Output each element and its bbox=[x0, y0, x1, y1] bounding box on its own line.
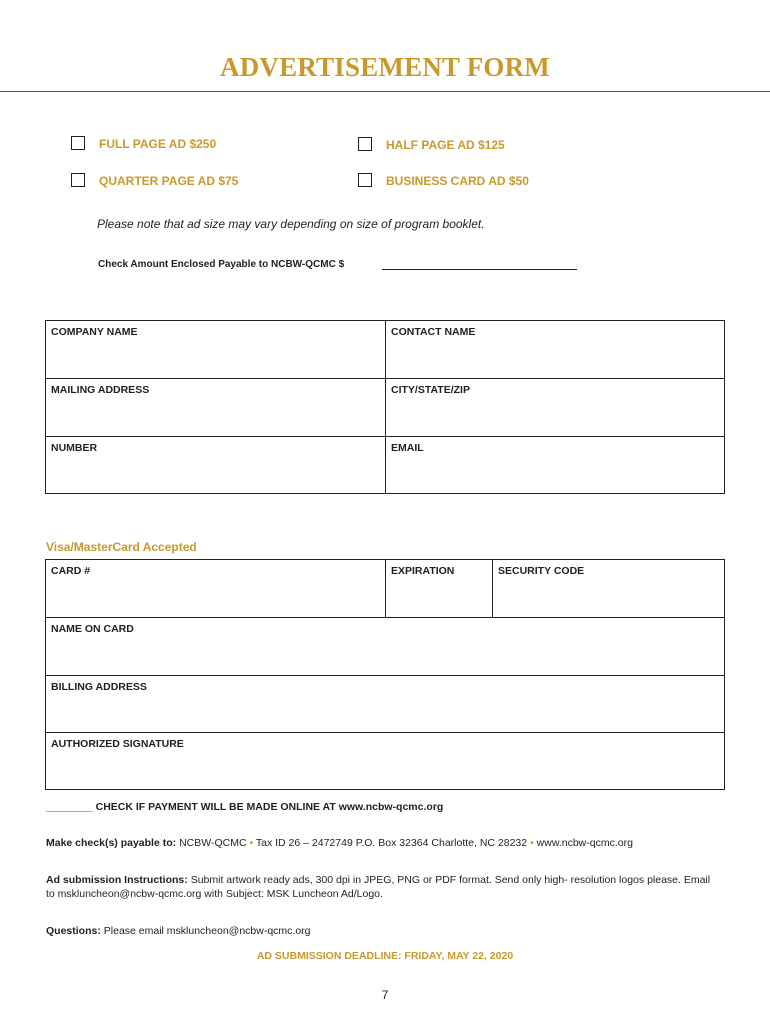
checks-payable-label: Make check(s) payable to: bbox=[46, 837, 177, 849]
submission-deadline: AD SUBMISSION DEADLINE: FRIDAY, MAY 22, 2020 bbox=[256, 950, 514, 962]
tax-id-address: Tax ID 26 – 2472749 P.O. Box 32364 Charlotte, NC 28232 bbox=[255, 837, 528, 849]
security-code-field[interactable] bbox=[492, 559, 725, 618]
billing-address-field[interactable] bbox=[45, 675, 725, 733]
quarter-page-label: QUARTER PAGE AD $75 bbox=[99, 174, 239, 188]
expiration-field[interactable] bbox=[385, 559, 493, 618]
business-card-label: BUSINESS CARD AD $50 bbox=[386, 174, 529, 188]
city-state-zip-field[interactable] bbox=[385, 378, 725, 437]
contact-name-field[interactable] bbox=[385, 320, 725, 379]
questions-label: Questions: bbox=[46, 925, 101, 937]
authorized-signature-field[interactable] bbox=[45, 732, 725, 790]
full-page-checkbox[interactable] bbox=[71, 136, 85, 150]
name-on-card-label: NAME ON CARD bbox=[51, 623, 134, 635]
name-on-card-field[interactable] bbox=[45, 617, 725, 676]
card-number-label: CARD # bbox=[51, 565, 91, 577]
half-page-label: HALF PAGE AD $125 bbox=[386, 138, 505, 152]
business-card-checkbox[interactable] bbox=[358, 173, 372, 187]
security-code-label: SECURITY CODE bbox=[498, 565, 585, 577]
number-label: NUMBER bbox=[51, 442, 98, 454]
city-state-zip-label: CITY/STATE/ZIP bbox=[391, 384, 470, 396]
card-number-field[interactable] bbox=[45, 559, 386, 618]
company-name-field[interactable] bbox=[45, 320, 386, 379]
submission-instructions bbox=[46, 873, 716, 901]
questions-line bbox=[46, 924, 716, 938]
number-field[interactable] bbox=[45, 436, 386, 494]
quarter-page-checkbox[interactable] bbox=[71, 173, 85, 187]
form-title: ADVERTISEMENT FORM bbox=[220, 52, 550, 82]
separator-dot: • bbox=[249, 837, 254, 849]
website-link[interactable]: www.ncbw-qcmc.org bbox=[536, 837, 633, 849]
mailing-address-label: MAILING ADDRESS bbox=[51, 384, 150, 396]
email-field[interactable] bbox=[385, 436, 725, 494]
half-page-checkbox[interactable] bbox=[358, 137, 372, 151]
page-number: 7 bbox=[381, 988, 389, 1002]
authorized-signature-label: AUTHORIZED SIGNATURE bbox=[51, 738, 184, 750]
separator-dot: • bbox=[530, 837, 534, 849]
title-divider bbox=[0, 91, 770, 92]
questions-text: Please email mskluncheon@ncbw-qcmc.org bbox=[103, 925, 311, 937]
full-page-label: FULL PAGE AD $250 bbox=[99, 137, 217, 151]
submission-text: Submit artwork ready ads, 300 dpi in JPEG, PNG or PDF format. Send only high- resolution logos please. Email to mskluncheon@ncbw-qcmc.org with Subject: MSK Luncheon Ad/Logo. bbox=[46, 874, 711, 900]
checks-payable-line bbox=[46, 836, 716, 850]
billing-address-label: BILLING ADDRESS bbox=[51, 681, 147, 693]
contact-name-label: CONTACT NAME bbox=[391, 326, 476, 338]
mailing-address-field[interactable] bbox=[45, 378, 386, 437]
payee: NCBW-QCMC bbox=[179, 837, 247, 849]
company-name-label: COMPANY NAME bbox=[51, 326, 138, 338]
check-amount-field[interactable] bbox=[382, 269, 577, 270]
online-payment-check[interactable]: ________ CHECK IF PAYMENT WILL BE MADE ONLINE AT www.ncbw-qcmc.org bbox=[46, 801, 444, 813]
email-label: EMAIL bbox=[391, 442, 424, 454]
card-accepted-heading: Visa/MasterCard Accepted bbox=[46, 540, 197, 554]
submission-label: Ad submission Instructions: bbox=[46, 874, 188, 886]
check-amount-label: Check Amount Enclosed Payable to NCBW-QCMC $ bbox=[98, 259, 345, 270]
ad-size-note: Please note that ad size may vary depending on size of program booklet. bbox=[97, 217, 485, 231]
expiration-label: EXPIRATION bbox=[391, 565, 455, 577]
